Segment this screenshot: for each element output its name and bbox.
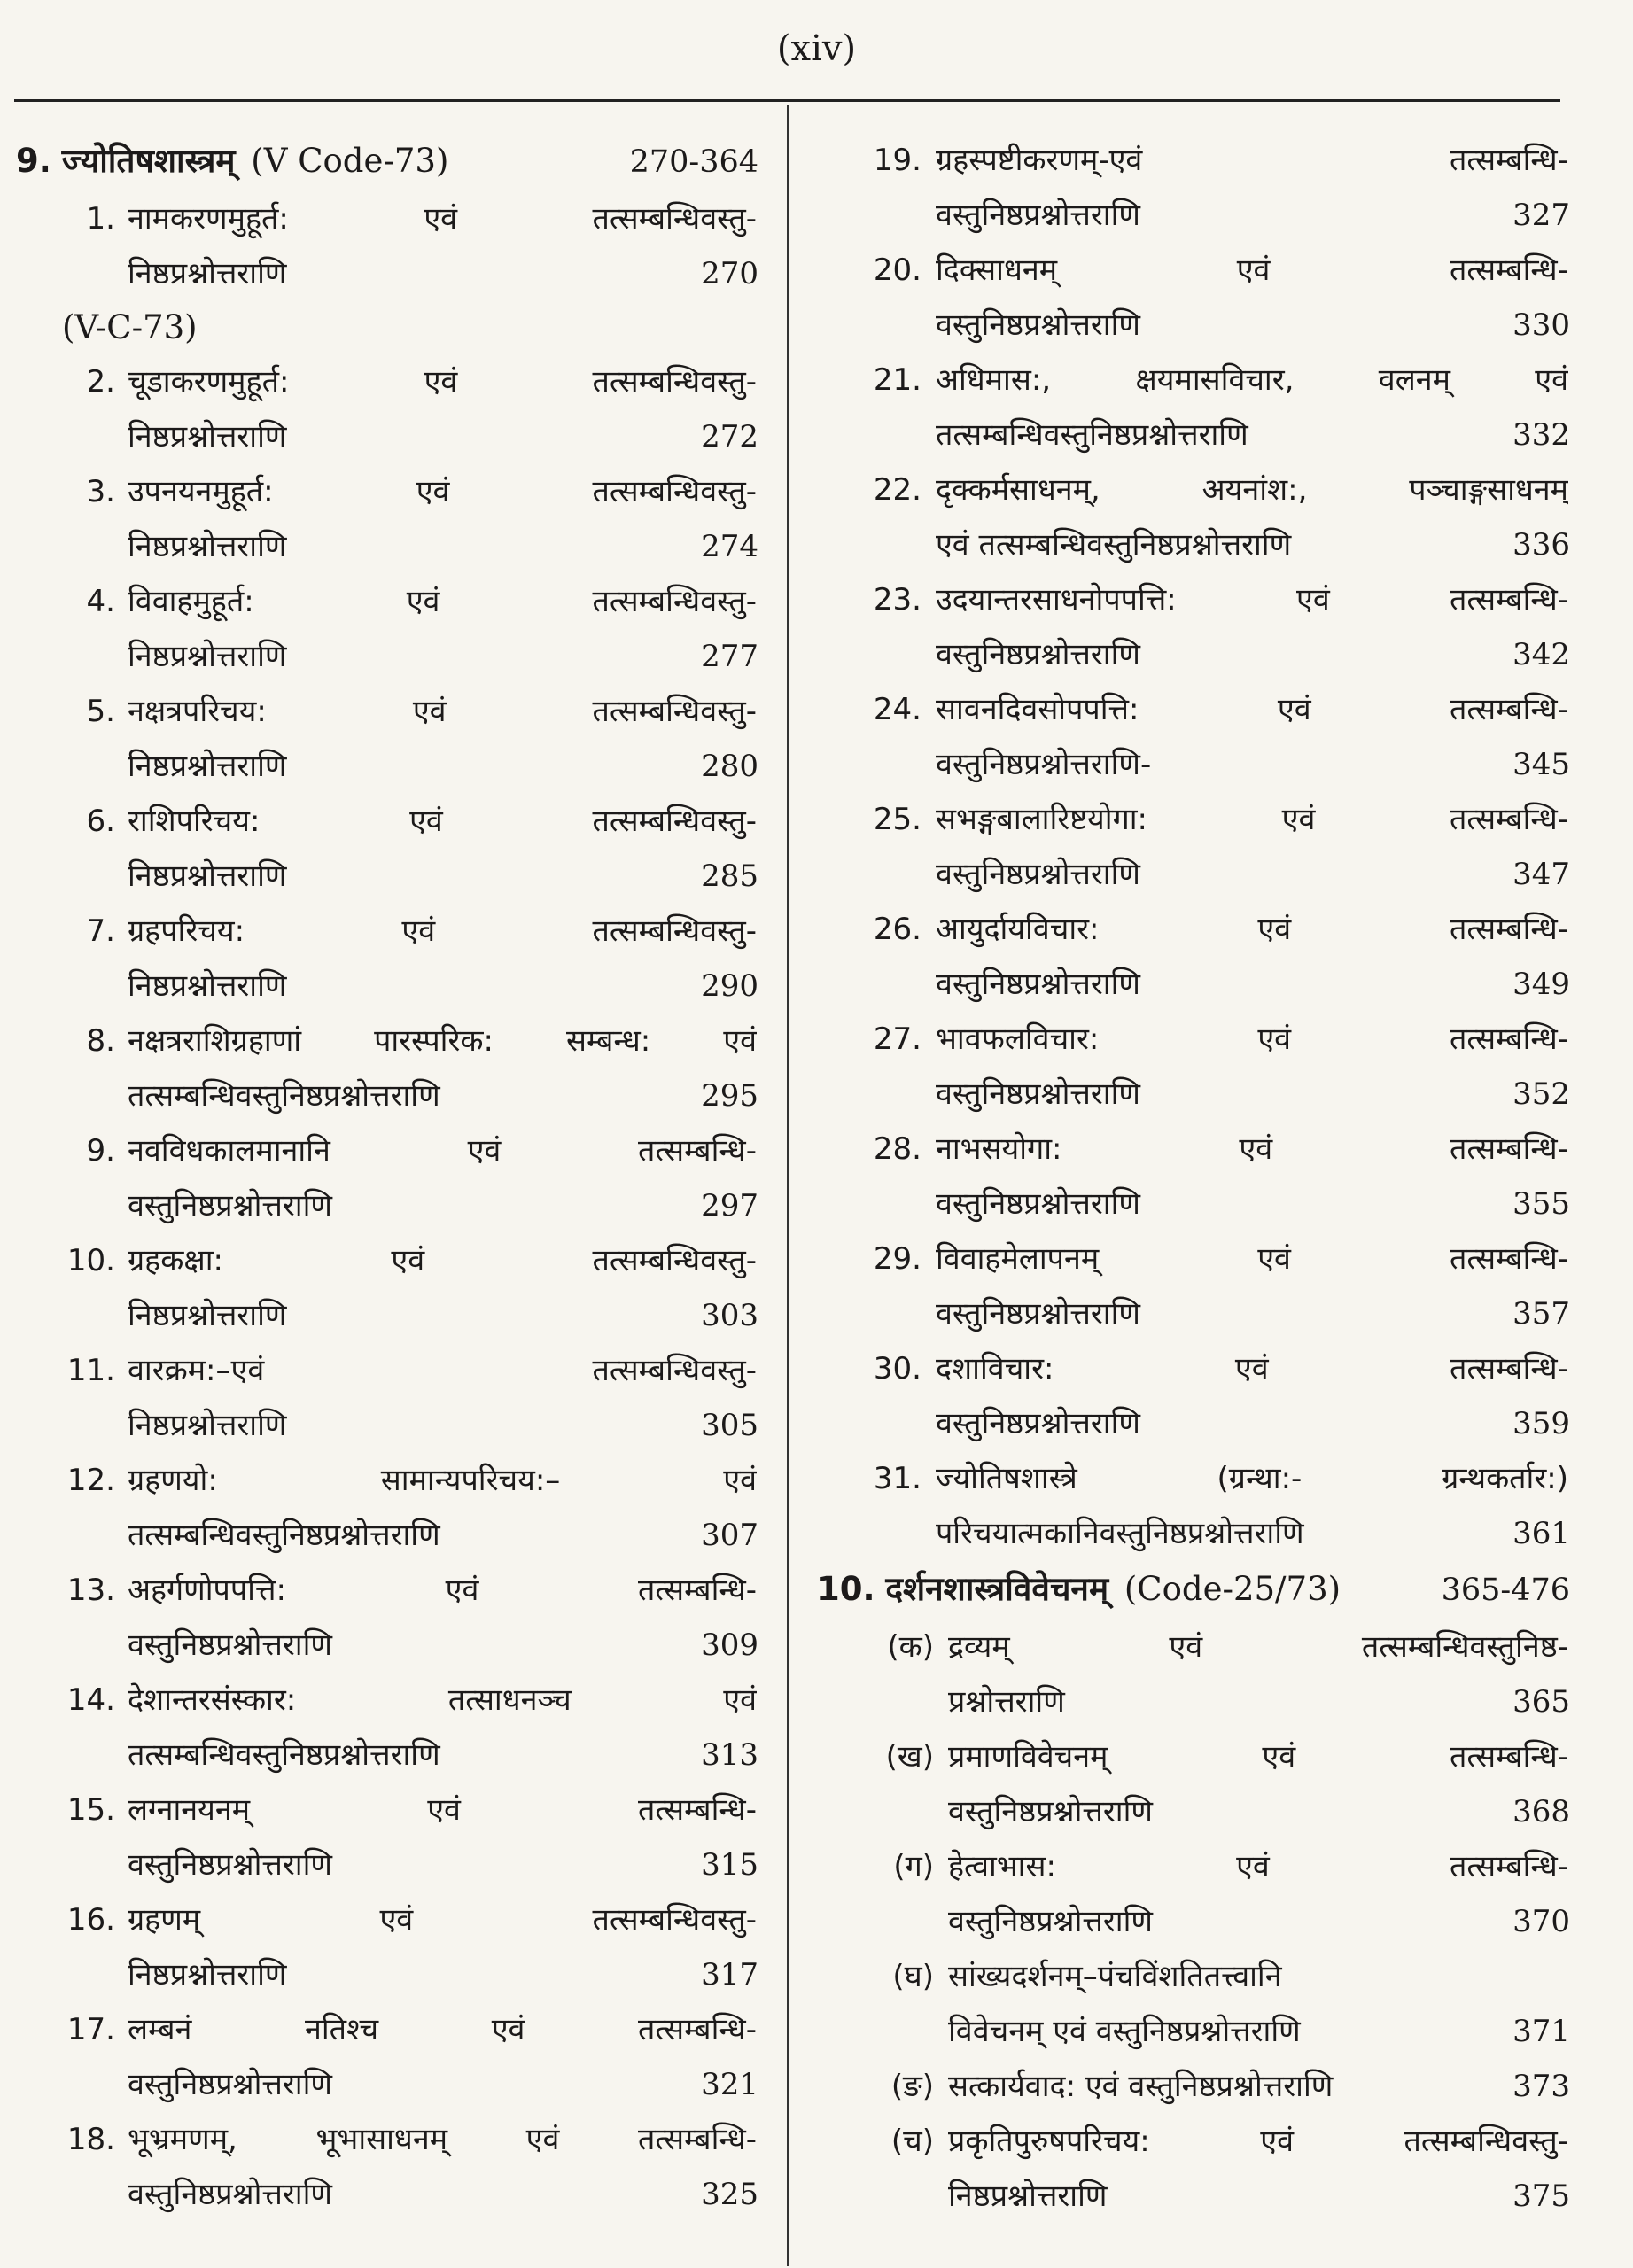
entry-title-cont: निष्ठप्रश्नोत्तराणि	[948, 2179, 1108, 2214]
toc-entry[interactable]	[817, 1231, 1570, 1341]
toc-entry[interactable]	[817, 243, 1570, 353]
entry-title-cont: निष्ठप्रश्नोत्तराणि	[128, 1298, 287, 1333]
entry-title: नवविधकालमानानि एवं तत्सम्बन्धि-	[128, 1133, 757, 1169]
entry-number: 30.	[873, 1351, 921, 1386]
entry-title-cont: वस्तुनिष्ठप्रश्नोत्तराणि	[936, 1406, 1140, 1441]
toc-entry[interactable]	[817, 462, 1570, 572]
entry-title: दृक्कर्मसाधनम्, अयनांश:, पञ्चाङ्गसाधनम्	[936, 472, 1568, 508]
entry-number: 21.	[873, 362, 921, 398]
entry-letter: (क)	[887, 1629, 934, 1665]
header-rule	[14, 99, 1560, 102]
toc-entry[interactable]	[817, 133, 1570, 243]
section-title: ज्योतिषशास्त्रम्	[61, 142, 236, 180]
toc-entry[interactable]	[817, 902, 1570, 1012]
entry-number: 6.	[86, 804, 115, 839]
toc-entry[interactable]	[16, 1783, 758, 1892]
entry-number: 23.	[873, 582, 921, 617]
entry-number: 11.	[66, 1353, 115, 1388]
entry-title: द्रव्यम् एवं तत्सम्बन्धिवस्तुनिष्ठ-	[948, 1629, 1568, 1665]
entry-page: 270	[701, 256, 758, 291]
entry-page: 313	[701, 1737, 758, 1773]
entry-title-cont: वस्तुनिष्ठप्रश्नोत्तराणि	[128, 1188, 332, 1223]
entry-title: नामकरणमुहूर्त: एवं तत्सम्बन्धिवस्तु-	[128, 201, 757, 237]
entry-title: लम्बनं नतिश्च एवं तत्सम्बन्धि-	[128, 2012, 757, 2047]
entry-page: 342	[1512, 637, 1570, 672]
entry-page: 303	[701, 1298, 758, 1333]
entry-title: विवाहमुहूर्त: एवं तत्सम्बन्धिवस्तु-	[128, 584, 757, 619]
entry-number: 25.	[873, 802, 921, 837]
entry-page: 274	[701, 529, 758, 564]
entry-title: प्रमाणविवेचनम् एवं तत्सम्बन्धि-	[948, 1739, 1568, 1775]
toc-entry[interactable]	[16, 904, 758, 1014]
entry-title: ग्रहकक्षा: एवं तत्सम्बन्धिवस्तु-	[128, 1243, 757, 1278]
entry-title: हेत्वाभास: एवं तत्सम्बन्धि-	[948, 1849, 1568, 1884]
entry-page: 336	[1512, 527, 1570, 563]
entry-number: 2.	[86, 364, 115, 400]
entry-page: 345	[1512, 747, 1570, 782]
entry-number: 24.	[873, 692, 921, 727]
entry-title-cont: वस्तुनिष्ठप्रश्नोत्तराणि	[936, 1186, 1140, 1222]
entry-page: 365	[1512, 1684, 1570, 1720]
toc-entry[interactable]	[16, 1233, 758, 1343]
entry-title: भूभ्रमणम्, भूभासाधनम् एवं तत्सम्बन्धि-	[128, 2122, 757, 2157]
entry-number: 16.	[66, 1902, 115, 1938]
entry-title-cont: वस्तुनिष्ठप्रश्नोत्तराणि	[128, 2067, 332, 2102]
entry-page: 375	[1512, 2179, 1570, 2214]
toc-entry[interactable]	[16, 1892, 758, 2002]
entry-title-cont: वस्तुनिष्ठप्रश्नोत्तराणि	[936, 1076, 1140, 1112]
entry-title-cont: तत्सम्बन्धिवस्तुनिष्ठप्रश्नोत्तराणि	[128, 1737, 440, 1773]
entry-title-cont: वस्तुनिष्ठप्रश्नोत्तराणि	[936, 637, 1140, 672]
entry-title: प्रकृतिपुरुषपरिचय: एवं तत्सम्बन्धिवस्तु-	[948, 2124, 1568, 2159]
entry-title-cont: एवं तत्सम्बन्धिवस्तुनिष्ठप्रश्नोत्तराणि	[936, 527, 1292, 563]
entry-title: भावफलविचार: एवं तत्सम्बन्धि-	[936, 1021, 1568, 1057]
entry-page: 359	[1512, 1406, 1570, 1441]
entry-page: 349	[1512, 967, 1570, 1002]
entry-title: नक्षत्रपरिचय: एवं तत्सम्बन्धिवस्तु-	[128, 694, 757, 729]
toc-sub-entry[interactable]	[817, 1729, 1570, 1839]
entry-number: 12.	[66, 1463, 115, 1498]
entry-title: विवाहमेलापनम् एवं तत्सम्बन्धि-	[936, 1241, 1568, 1277]
entry-title: सांख्यदर्शनम्–पंचविंशतितत्त्वानि	[948, 1959, 1282, 1994]
entry-title: सभङ्गबालारिष्टयोगा: एवं तत्सम्बन्धि-	[936, 802, 1568, 837]
entry-title-cont: निष्ठप्रश्नोत्तराणि	[128, 529, 287, 564]
entry-number: 27.	[873, 1021, 921, 1057]
entry-title: अहर्गणोपपत्ति: एवं तत्सम्बन्धि-	[128, 1573, 757, 1608]
entry-title-cont: निष्ठप्रश्नोत्तराणि	[128, 858, 287, 894]
entry-title-cont: निष्ठप्रश्नोत्तराणि	[128, 749, 287, 784]
entry-number: 31.	[873, 1461, 921, 1496]
toc-sub-entry[interactable]	[817, 2114, 1570, 2224]
section-heading-jyotisha[interactable]	[16, 136, 758, 191]
toc-sub-entry[interactable]	[817, 1949, 1570, 2059]
left-column	[16, 133, 758, 2222]
entry-page: 352	[1512, 1076, 1570, 1112]
entry-title: ग्रहस्पष्टीकरणम्-एवं तत्सम्बन्धि-	[936, 143, 1568, 178]
entry-number: 28.	[873, 1131, 921, 1167]
toc-entry[interactable]	[817, 353, 1570, 462]
entry-title: आयुर्दायविचार: एवं तत्सम्बन्धि-	[936, 912, 1568, 947]
entry-title: वारक्रम:–एवं तत्सम्बन्धिवस्तु-	[128, 1353, 757, 1388]
section-page-range: 270-364	[629, 144, 758, 180]
toc-entry[interactable]	[16, 684, 758, 794]
toc-entry[interactable]	[16, 1343, 758, 1453]
entry-page: 368	[1512, 1794, 1570, 1829]
entry-page: 317	[701, 1957, 758, 1992]
entry-page: 361	[1512, 1516, 1570, 1551]
entry-number: 15.	[66, 1792, 115, 1828]
toc-entry[interactable]	[16, 794, 758, 904]
entry-letter: (घ)	[892, 1959, 934, 1994]
entry-title-cont: निष्ठप्रश्नोत्तराणि	[128, 1957, 287, 1992]
toc-entry[interactable]	[817, 682, 1570, 792]
entry-title-cont: तत्सम्बन्धिवस्तुनिष्ठप्रश्नोत्तराणि	[128, 1078, 440, 1114]
page-number: (xiv)	[776, 28, 857, 69]
entry-number: 10.	[66, 1243, 115, 1278]
entry-letter: (च)	[890, 2124, 934, 2159]
entry-title: चूडाकरणमुहूर्त: एवं तत्सम्बन्धिवस्तु-	[128, 364, 757, 400]
entry-title-cont: निष्ठप्रश्नोत्तराणि	[128, 419, 287, 454]
entry-page: 297	[701, 1188, 758, 1223]
toc-entry[interactable]	[16, 464, 758, 574]
entry-title-cont: निष्ठप्रश्नोत्तराणि	[128, 639, 287, 674]
entry-page: 290	[701, 968, 758, 1004]
entry-title-cont: वस्तुनिष्ठप्रश्नोत्तराणि	[936, 857, 1140, 892]
entry-page: 330	[1512, 307, 1570, 343]
entry-number: 7.	[86, 913, 115, 949]
entry-number: 18.	[66, 2122, 115, 2157]
entry-title: सत्कार्यवाद: एवं वस्तुनिष्ठप्रश्नोत्तराणि	[948, 2069, 1334, 2104]
toc-entry[interactable]	[16, 2002, 758, 2112]
section-page-range: 365-476	[1441, 1573, 1570, 1608]
section-heading-darshana[interactable]	[817, 1565, 1570, 1619]
entry-title-cont: विवेचनम् एवं वस्तुनिष्ठप्रश्नोत्तराणि	[948, 2014, 1301, 2049]
entry-title-cont: परिचयात्मकानिवस्तुनिष्ठप्रश्नोत्तराणि	[936, 1516, 1304, 1551]
toc-entry[interactable]	[817, 792, 1570, 902]
toc-entry[interactable]	[16, 2112, 758, 2222]
section-title: दर्शनशास्त्रविवेचनम्	[885, 1570, 1109, 1608]
entry-letter: (ङ)	[890, 2069, 934, 2104]
entry-title-cont: वस्तुनिष्ठप्रश्नोत्तराणि-	[936, 747, 1152, 782]
entry-title-cont: वस्तुनिष्ठप्रश्नोत्तराणि	[936, 1296, 1140, 1332]
entry-title-cont: वस्तुनिष्ठप्रश्नोत्तराणि	[128, 1627, 332, 1663]
entry-page: 305	[701, 1408, 758, 1443]
entry-number: 19.	[873, 143, 921, 178]
entry-page: 277	[701, 639, 758, 674]
entry-number: 29.	[873, 1241, 921, 1277]
entry-title: लग्नानयनम् एवं तत्सम्बन्धि-	[128, 1792, 757, 1828]
entry-title: देशान्तरसंस्कार: तत्साधनञ्च एवं	[128, 1682, 757, 1718]
entry-title-cont: निष्ठप्रश्नोत्तराणि	[128, 256, 287, 291]
code-subheading: (V-C-73)	[62, 308, 198, 346]
section-number: 9.	[16, 142, 51, 180]
entry-title-cont: प्रश्नोत्तराणि	[948, 1684, 1065, 1720]
entry-title: नक्षत्रराशिग्रहाणां पारस्परिक: सम्बन्ध: एवं	[128, 1023, 757, 1059]
entry-page: 355	[1512, 1186, 1570, 1222]
toc-entry[interactable]	[16, 191, 758, 301]
entry-number: 8.	[86, 1023, 115, 1059]
toc-entry[interactable]	[16, 574, 758, 684]
entry-number: 13.	[66, 1573, 115, 1608]
entry-page: 309	[701, 1627, 758, 1663]
entry-number: 20.	[873, 252, 921, 288]
section-code: (Code-25/73)	[1124, 1570, 1341, 1608]
toc-entry[interactable]	[817, 1122, 1570, 1231]
entry-page: 325	[701, 2177, 758, 2212]
entry-page: 321	[701, 2067, 758, 2102]
toc-entry[interactable]	[16, 1123, 758, 1233]
entry-number: 14.	[66, 1682, 115, 1718]
entry-number: 17.	[66, 2012, 115, 2047]
entry-number: 5.	[86, 694, 115, 729]
entry-letter: (ग)	[893, 1849, 934, 1884]
toc-entry[interactable]	[16, 1453, 758, 1563]
right-column	[817, 133, 1570, 2224]
entry-title: दशाविचार: एवं तत्सम्बन्धि-	[936, 1351, 1568, 1386]
entry-number: 26.	[873, 912, 921, 947]
entry-letter: (ख)	[885, 1739, 934, 1775]
entry-title-cont: वस्तुनिष्ठप्रश्नोत्तराणि	[936, 307, 1140, 343]
entry-page: 370	[1512, 1904, 1570, 1939]
entry-title: उदयान्तरसाधनोपपत्ति: एवं तत्सम्बन्धि-	[936, 582, 1568, 617]
entry-title: अधिमास:, क्षयमासविचार, वलनम् एवं	[936, 362, 1568, 398]
toc-entry[interactable]	[817, 1341, 1570, 1451]
toc-sub-entry[interactable]	[817, 2059, 1570, 2114]
entry-page: 347	[1512, 857, 1570, 892]
entry-page: 327	[1512, 198, 1570, 233]
toc-entry[interactable]	[817, 1012, 1570, 1122]
entry-title: दिक्साधनम् एवं तत्सम्बन्धि-	[936, 252, 1568, 288]
entry-page: 272	[701, 419, 758, 454]
entry-title-cont: वस्तुनिष्ठप्रश्नोत्तराणि	[936, 198, 1140, 233]
entry-number: 4.	[86, 584, 115, 619]
entry-number: 1.	[86, 201, 115, 237]
entry-title: ग्रहपरिचय: एवं तत्सम्बन्धिवस्तु-	[128, 913, 757, 949]
entry-title-cont: वस्तुनिष्ठप्रश्नोत्तराणि	[936, 967, 1140, 1002]
entry-number: 22.	[873, 472, 921, 508]
entry-title-cont: निष्ठप्रश्नोत्तराणि	[128, 1408, 287, 1443]
entry-title: राशिपरिचय: एवं तत्सम्बन्धिवस्तु-	[128, 804, 757, 839]
entry-number: 9.	[86, 1133, 115, 1169]
entry-page: 373	[1512, 2069, 1570, 2104]
entry-title: सावनदिवसोपपत्ति: एवं तत्सम्बन्धि-	[936, 692, 1568, 727]
toc-sub-entry[interactable]	[817, 1839, 1570, 1949]
toc-entry[interactable]	[817, 572, 1570, 682]
entry-title: नाभसयोगा: एवं तत्सम्बन्धि-	[936, 1131, 1568, 1167]
entry-page: 315	[701, 1847, 758, 1883]
entry-number: 3.	[86, 474, 115, 509]
entry-title-cont: वस्तुनिष्ठप्रश्नोत्तराणि	[128, 2177, 332, 2212]
toc-entry[interactable]	[16, 1563, 758, 1673]
entry-title-cont: तत्सम्बन्धिवस्तुनिष्ठप्रश्नोत्तराणि	[936, 417, 1248, 453]
section-code: (V Code-73)	[251, 142, 449, 180]
toc-entry[interactable]	[817, 1451, 1570, 1561]
entry-page: 307	[701, 1518, 758, 1553]
toc-entry[interactable]	[16, 1673, 758, 1783]
entry-title-cont: निष्ठप्रश्नोत्तराणि	[128, 968, 287, 1004]
entry-page: 357	[1512, 1296, 1570, 1332]
column-divider	[787, 105, 789, 2266]
toc-entry[interactable]	[16, 354, 758, 464]
entry-title-cont: तत्सम्बन्धिवस्तुनिष्ठप्रश्नोत्तराणि	[128, 1518, 440, 1553]
entry-title-cont: वस्तुनिष्ठप्रश्नोत्तराणि	[948, 1794, 1153, 1829]
entry-page: 295	[701, 1078, 758, 1114]
entry-title: उपनयनमुहूर्त: एवं तत्सम्बन्धिवस्तु-	[128, 474, 757, 509]
entry-page: 280	[701, 749, 758, 784]
toc-sub-entry[interactable]	[817, 1619, 1570, 1729]
entry-title: ज्योतिषशास्त्रे (ग्रन्था:- ग्रन्थकर्तार:)	[936, 1461, 1568, 1496]
entry-page: 332	[1512, 417, 1570, 453]
toc-entry[interactable]	[16, 1014, 758, 1123]
entry-page: 371	[1512, 2014, 1570, 2049]
entry-title: ग्रहणम् एवं तत्सम्बन्धिवस्तु-	[128, 1902, 757, 1938]
entry-page: 285	[701, 858, 758, 894]
section-number: 10.	[817, 1570, 875, 1608]
entry-title: ग्रहणयो: सामान्यपरिचय:– एवं	[128, 1463, 757, 1498]
entry-title-cont: वस्तुनिष्ठप्रश्नोत्तराणि	[948, 1904, 1153, 1939]
entry-title-cont: वस्तुनिष्ठप्रश्नोत्तराणि	[128, 1847, 332, 1883]
